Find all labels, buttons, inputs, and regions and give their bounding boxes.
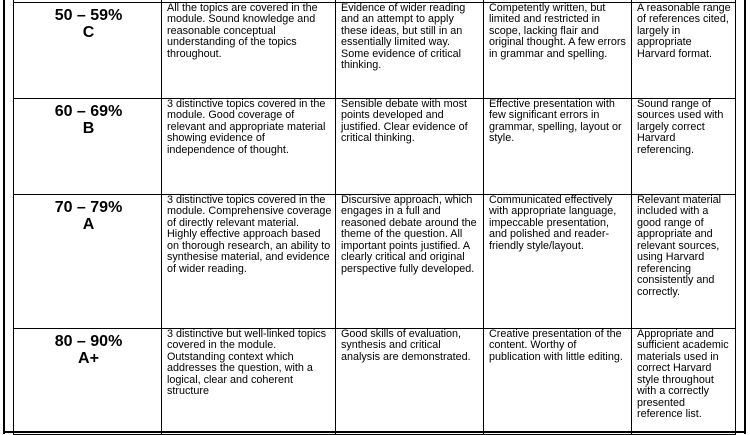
page-border-left [3, 0, 5, 434]
grade-cell [14, 98, 162, 194]
referencing-cell: A reasonable range of references cited, largely in appropriate Harvard format. [632, 2, 736, 98]
table-row [14, 2, 736, 98]
table-row [14, 98, 736, 194]
marking-rubric-table [13, 0, 736, 435]
page-border-right [744, 0, 746, 434]
argument-cell: Discursive approach, which engages in a full and reasoned debate around the theme of the question. All important points justified. A clearly critical and original perspective fully developed. [336, 194, 484, 328]
grade-range: 60 – 69% [54, 102, 123, 120]
content-cell: All the topics are covered in the module. Sound knowledge and reasonable conceptual understanding of the topics throughout. [162, 2, 336, 98]
referencing-cell: Relevant material included with a good range of appropriate and relevant sources, using Harvard referencing consistently and correctly. [632, 194, 736, 328]
content-cell: 3 distinctive but well-linked topics covered in the module. Outstanding context which addresses the question, with a logical, clear and coherent structure [162, 328, 336, 434]
presentation-cell: Communicated effectively with appropriate language, impeccable presentation, and polished and reader-friendly style/layout. [484, 194, 632, 328]
grade-letter: B [82, 119, 95, 137]
referencing-cell: Sound range of sources used with largely correct Harvard referencing. [632, 98, 736, 194]
grade-range: 80 – 90% [54, 332, 123, 350]
argument-cell: Sensible debate with most points developed and justified. Clear evidence of critical thinking. [336, 98, 484, 194]
content-cell: 3 distinctive topics covered in the module. Comprehensive coverage of directly relevant material. Highly effective approach based on thorough research, an ability to synthesise material, and evidence of wider reading. [162, 194, 336, 328]
referencing-cell: Appropriate and sufficient academic materials used in correct Harvard style throughout with a correctly presented reference list. [632, 328, 736, 434]
grade-cell [14, 328, 162, 434]
grade-cell [14, 2, 162, 98]
grade-letter: A [82, 215, 95, 233]
presentation-cell: Creative presentation of the content. Worthy of publication with little editing. [484, 328, 632, 434]
table-row [14, 328, 736, 434]
grade-cell [14, 194, 162, 328]
grade-range: 50 – 59% [54, 6, 123, 24]
presentation-cell: Competently written, but limited and restricted in scope, lacking flair and original thought. A few errors in grammar and spelling. [484, 2, 632, 98]
content-cell: 3 distinctive topics covered in the module. Good coverage of relevant and appropriate material showing evidence of independence of thought. [162, 98, 336, 194]
grade-letter: A+ [78, 349, 99, 367]
argument-cell: Good skills of evaluation, synthesis and critical analysis are demonstrated. [336, 328, 484, 434]
presentation-cell: Effective presentation with few significant errors in grammar, spelling, layout or style. [484, 98, 632, 194]
grade-range: 70 – 79% [54, 198, 123, 216]
argument-cell: Evidence of wider reading and an attempt to apply these ideas, but still in an essentially limited way. Some evidence of critical thinking. [336, 2, 484, 98]
table-row [14, 194, 736, 328]
grade-letter: C [82, 23, 95, 41]
